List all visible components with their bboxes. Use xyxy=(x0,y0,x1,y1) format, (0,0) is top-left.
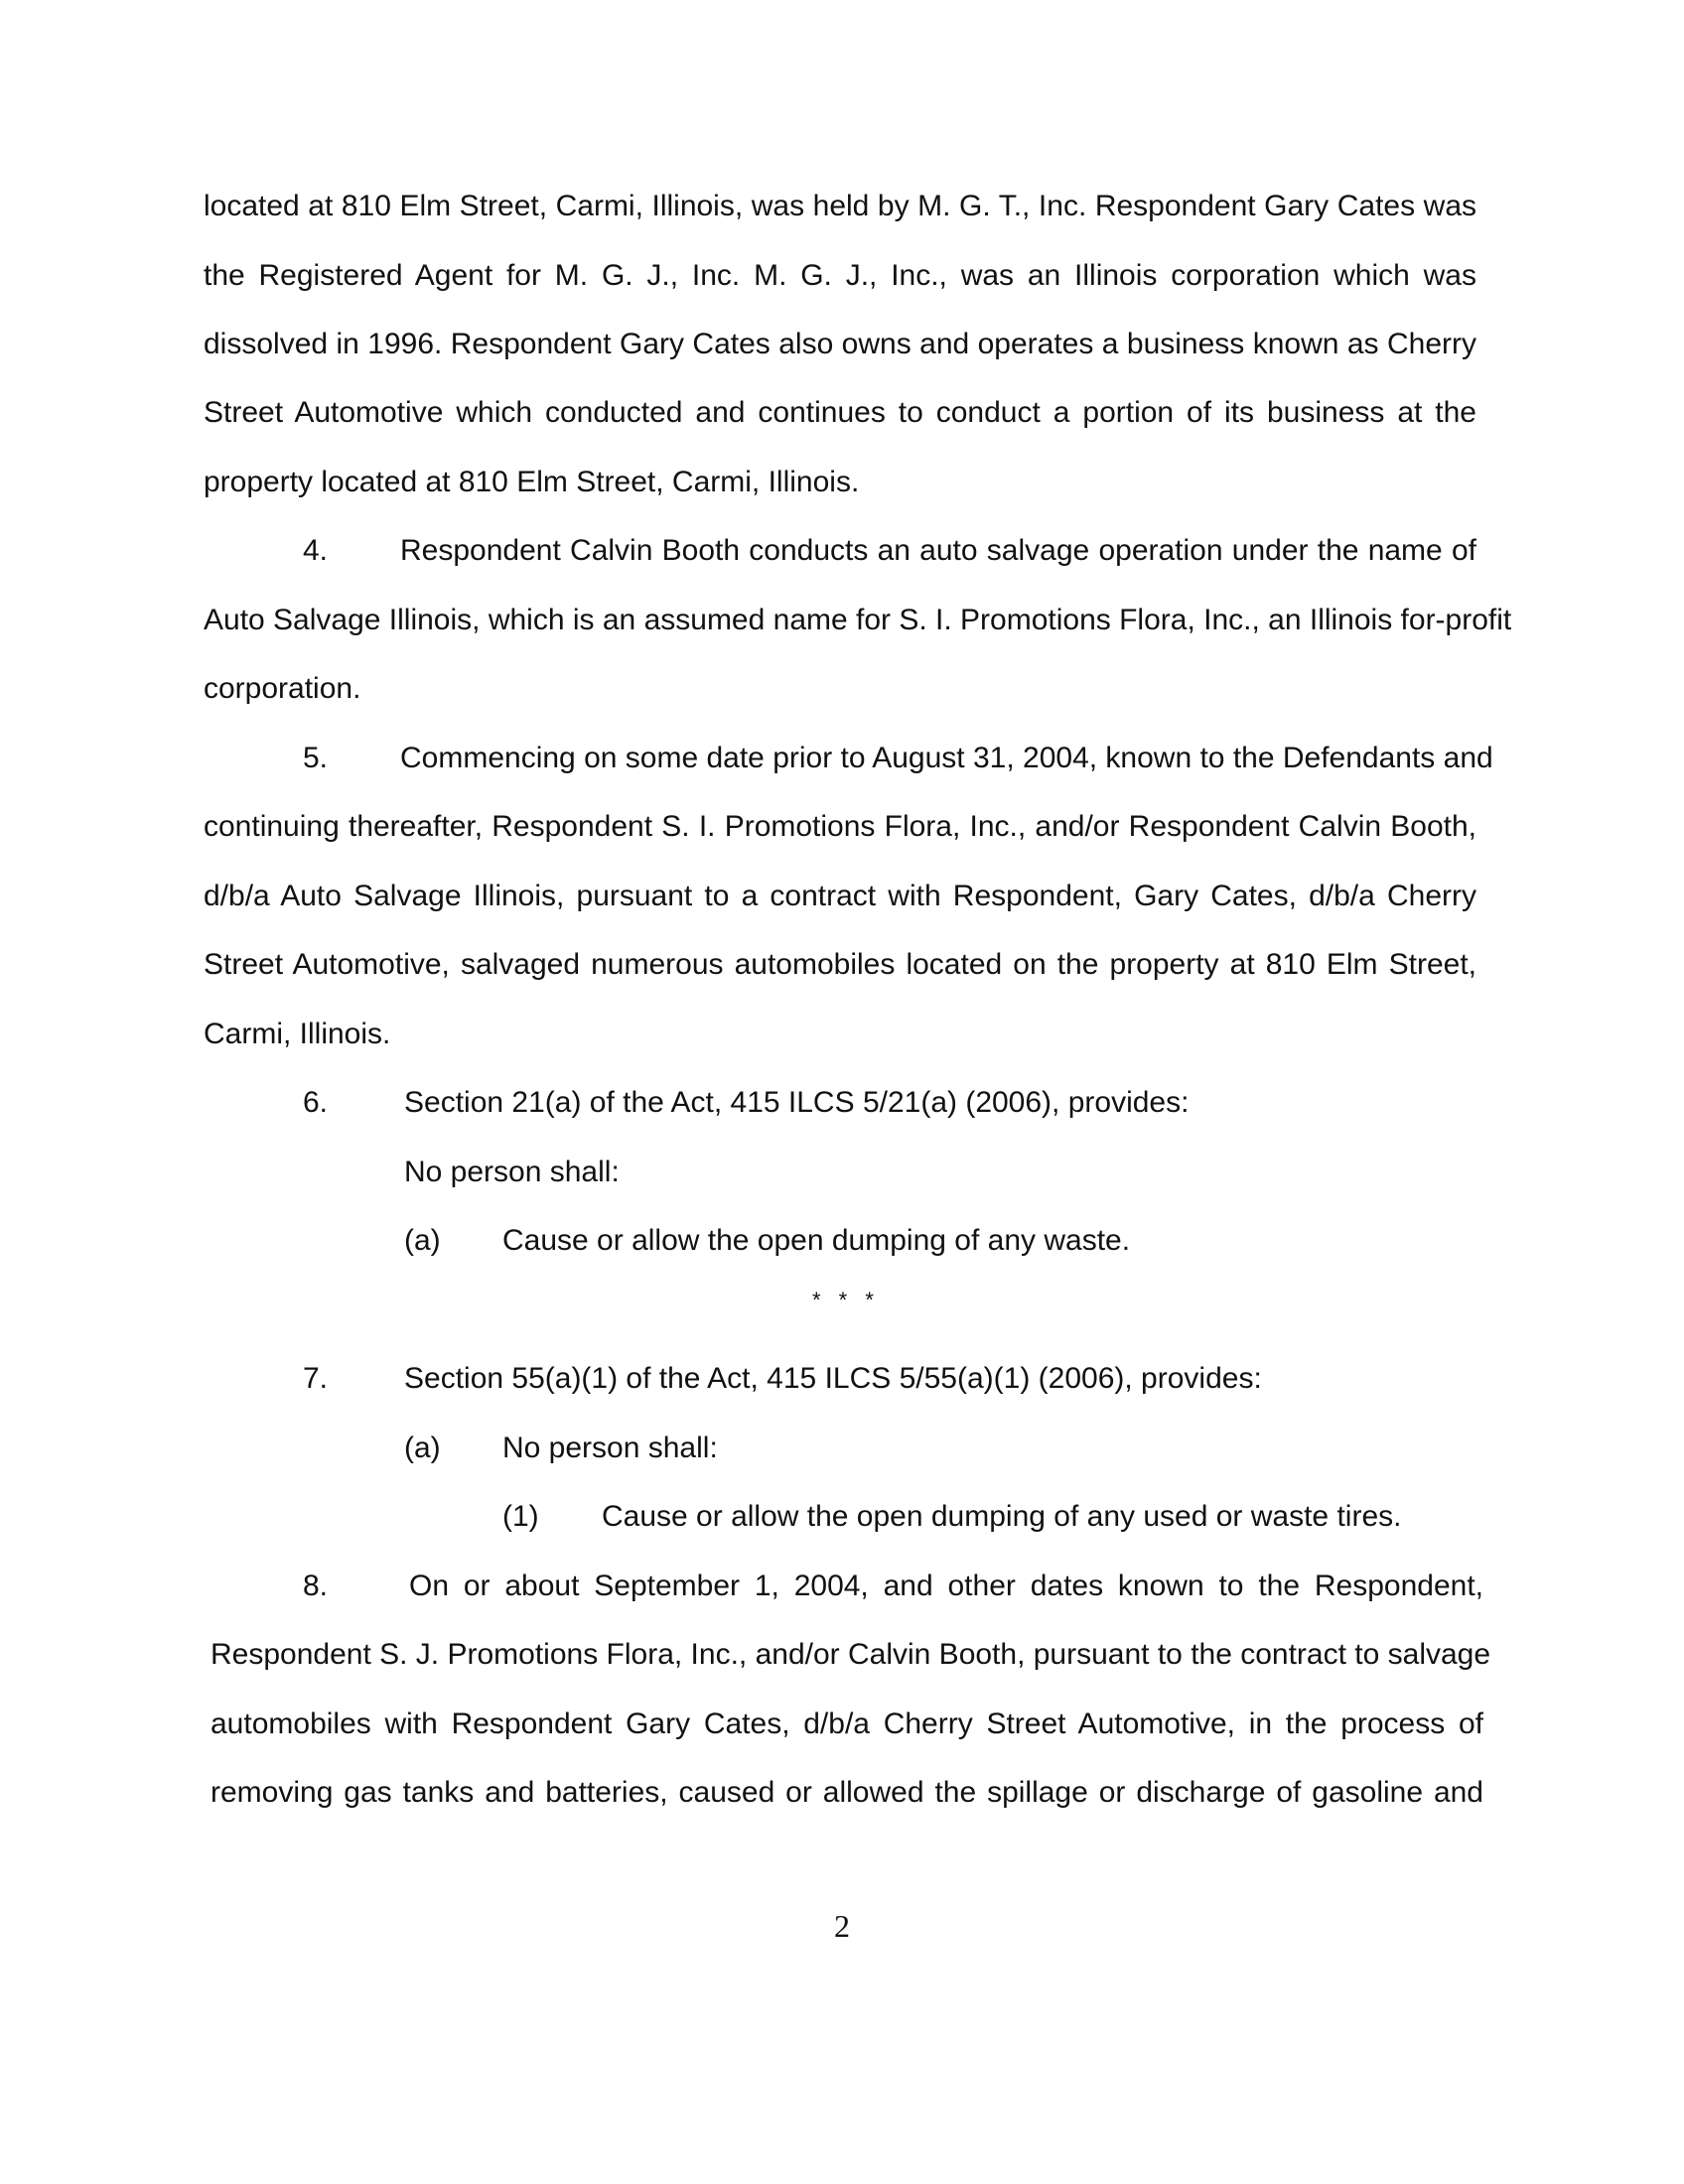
paragraph-number: 4. xyxy=(303,534,329,567)
paragraph-line: the Registered Agent for M. G. J., Inc. M. G. J., Inc., was an Illinois corporation which was xyxy=(204,259,1476,292)
paragraph-line: Carmi, Illinois. xyxy=(204,1018,391,1050)
paragraph-line: Section 21(a) of the Act, 415 ILCS 5/21(a) (2006), provides: xyxy=(404,1086,1190,1119)
paragraph-line: Section 55(a)(1) of the Act, 415 ILCS 5/55(a)(1) (2006), provides: xyxy=(404,1362,1262,1395)
item-text: No person shall: xyxy=(502,1432,718,1464)
subitem-text: Cause or allow the open dumping of any used or waste tires. xyxy=(602,1500,1402,1533)
item-text: Cause or allow the open dumping of any waste. xyxy=(502,1224,1131,1257)
paragraph-line: automobiles with Respondent Gary Cates, d/b/a Cherry Street Automotive, in the process of xyxy=(210,1707,1483,1740)
paragraph-line: located at 810 Elm Street, Carmi, Illinois, was held by M. G. T., Inc. Respondent Gary Cates was xyxy=(204,190,1476,222)
section-separator: * * * xyxy=(812,1288,880,1312)
paragraph-number: 6. xyxy=(303,1086,329,1119)
page-number: 2 xyxy=(834,1908,850,1944)
paragraph-line: property located at 810 Elm Street, Carmi, Illinois. xyxy=(204,466,860,498)
item-label: (a) xyxy=(404,1224,441,1257)
paragraph-line: removing gas tanks and batteries, caused or allowed the spillage or discharge of gasoline and xyxy=(210,1776,1483,1809)
paragraph-number: 7. xyxy=(303,1362,329,1395)
paragraph-number: 8. xyxy=(303,1570,329,1602)
paragraph-line: continuing thereafter, Respondent S. I. Promotions Flora, Inc., and/or Respondent Calvin Booth, xyxy=(204,810,1476,843)
paragraph-line: Auto Salvage Illinois, which is an assumed name for S. I. Promotions Flora, Inc., an Illinois for-profit xyxy=(204,604,1512,636)
paragraph-line: Respondent Calvin Booth conducts an auto salvage operation under the name of xyxy=(400,534,1476,567)
item-label: (a) xyxy=(404,1432,441,1464)
paragraph-number: 5. xyxy=(303,742,329,774)
paragraph-line: On or about September 1, 2004, and other dates known to the Respondent, xyxy=(409,1570,1483,1602)
subitem-label: (1) xyxy=(502,1500,539,1533)
quoted-intro: No person shall: xyxy=(404,1156,620,1188)
paragraph-line: dissolved in 1996. Respondent Gary Cates also owns and operates a business known as Cherry xyxy=(204,328,1476,360)
paragraph-line: Commencing on some date prior to August 31, 2004, known to the Defendants and xyxy=(400,742,1493,774)
paragraph-line: Street Automotive, salvaged numerous automobiles located on the property at 810 Elm Street, xyxy=(204,948,1476,981)
paragraph-line: d/b/a Auto Salvage Illinois, pursuant to a contract with Respondent, Gary Cates, d/b/a Cherry xyxy=(204,880,1476,912)
paragraph-line: corporation. xyxy=(204,672,361,705)
paragraph-line: Street Automotive which conducted and continues to conduct a portion of its business at the xyxy=(204,396,1476,429)
paragraph-line: Respondent S. J. Promotions Flora, Inc., and/or Calvin Booth, pursuant to the contract to salvage xyxy=(210,1638,1491,1671)
